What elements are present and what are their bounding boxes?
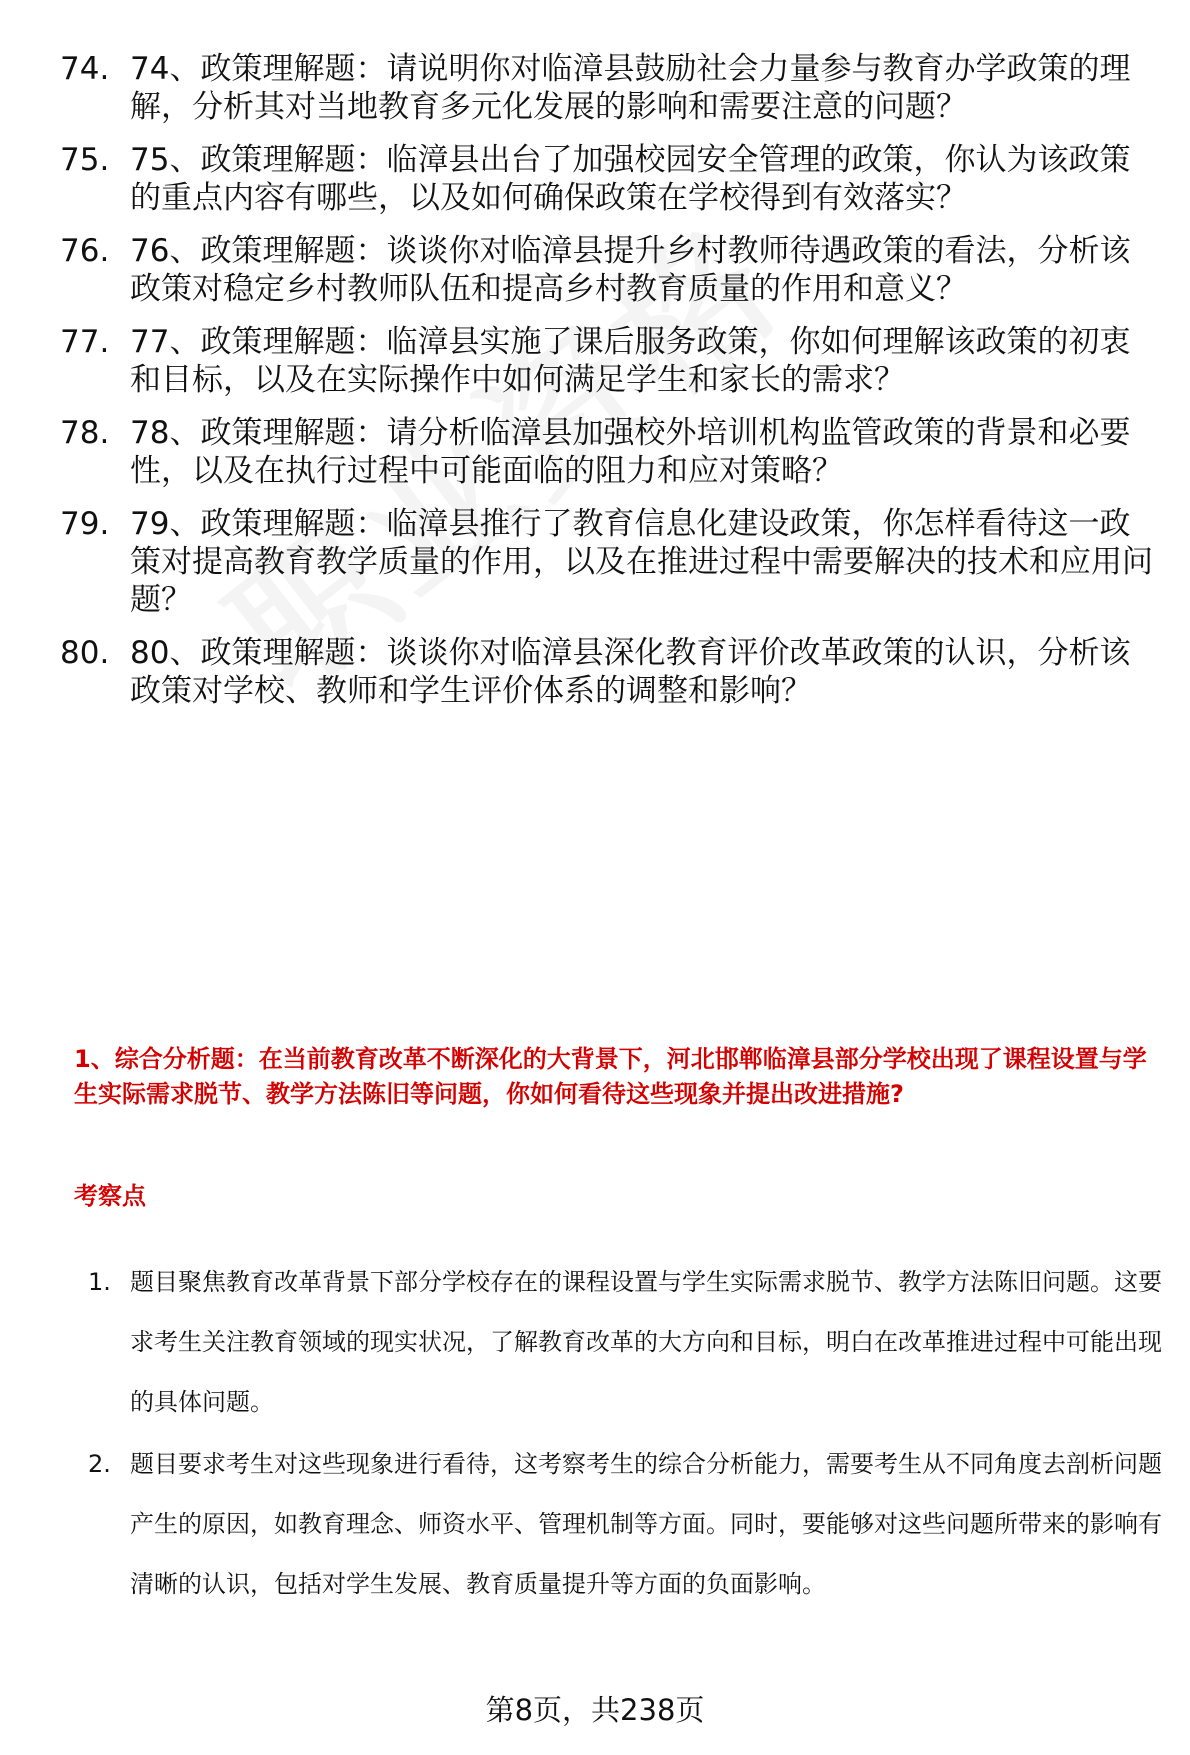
question-number: 75. xyxy=(60,142,110,178)
question-number: 80. xyxy=(60,635,110,671)
question-item xyxy=(60,505,1160,619)
question-list xyxy=(60,50,1160,725)
question-item xyxy=(60,232,1160,308)
question-text: 79、政策理解题：临漳县推行了教育信息化建设政策，你怎样看待这一政策对提高教育教学质量的作用，以及在推进过程中需要解决的技术和应用问题？ xyxy=(130,506,1153,618)
question-item xyxy=(60,141,1160,217)
point-list xyxy=(88,1252,1163,1616)
point-text: 题目聚焦教育改革背景下部分学校存在的课程设置与学生实际需求脱节、教学方法陈旧问题。这要求考生关注教育领域的现实状况，了解教育改革的大方向和目标，明白在改革推进过程中可能出现的具体问题。 xyxy=(130,1268,1162,1416)
section-title: 1、综合分析题：在当前教育改革不断深化的大背景下，河北邯郸临漳县部分学校出现了课程设置与学生实际需求脱节、教学方法陈旧等问题，你如何看待这些现象并提出改进措施? xyxy=(74,1045,1147,1108)
question-text: 80、政策理解题：谈谈你对临漳县深化教育评价改革政策的认识，分析该政策对学校、教师和学生评价体系的调整和影响？ xyxy=(130,635,1131,709)
question-text: 76、政策理解题：谈谈你对临漳县提升乡村教师待遇政策的看法，分析该政策对稳定乡村教师队伍和提高乡村教育质量的作用和意义？ xyxy=(130,233,1131,307)
question-item xyxy=(60,634,1160,710)
point-number: 2. xyxy=(88,1450,111,1478)
question-item xyxy=(60,323,1160,399)
point-text: 题目要求考生对这些现象进行看待，这考察考生的综合分析能力，需要考生从不同角度去剖析问题产生的原因，如教育理念、师资水平、管理机制等方面。同时，要能够对这些问题所带来的影响有清晰的认识，包括对学生发展、教育质量提升等方面的负面影响。 xyxy=(130,1450,1162,1598)
question-number: 74. xyxy=(60,51,110,87)
point-item xyxy=(88,1252,1163,1432)
question-text: 78、政策理解题：请分析临漳县加强校外培训机构监管政策的背景和必要性，以及在执行过程中可能面临的阻力和应对策略？ xyxy=(130,415,1131,489)
question-number: 79. xyxy=(60,506,110,542)
question-number: 76. xyxy=(60,233,110,269)
question-number: 77. xyxy=(60,324,110,360)
page-footer: 第8页，共238页 xyxy=(485,1693,705,1727)
sub-heading: 考察点 xyxy=(74,1182,146,1210)
question-text: 77、政策理解题：临漳县实施了课后服务政策，你如何理解该政策的初衷和目标，以及在实际操作中如何满足学生和家长的需求？ xyxy=(130,324,1131,398)
point-item xyxy=(88,1434,1163,1614)
question-item xyxy=(60,414,1160,490)
question-text: 75、政策理解题：临漳县出台了加强校园安全管理的政策，你认为该政策的重点内容有哪些，以及如何确保政策在学校得到有效落实？ xyxy=(130,142,1131,216)
question-number: 78. xyxy=(60,415,110,451)
point-number: 1. xyxy=(88,1268,111,1296)
question-item xyxy=(60,50,1160,126)
question-text: 74、政策理解题：请说明你对临漳县鼓励社会力量参与教育办学政策的理解，分析其对当地教育多元化发展的影响和需要注意的问题？ xyxy=(130,51,1131,125)
